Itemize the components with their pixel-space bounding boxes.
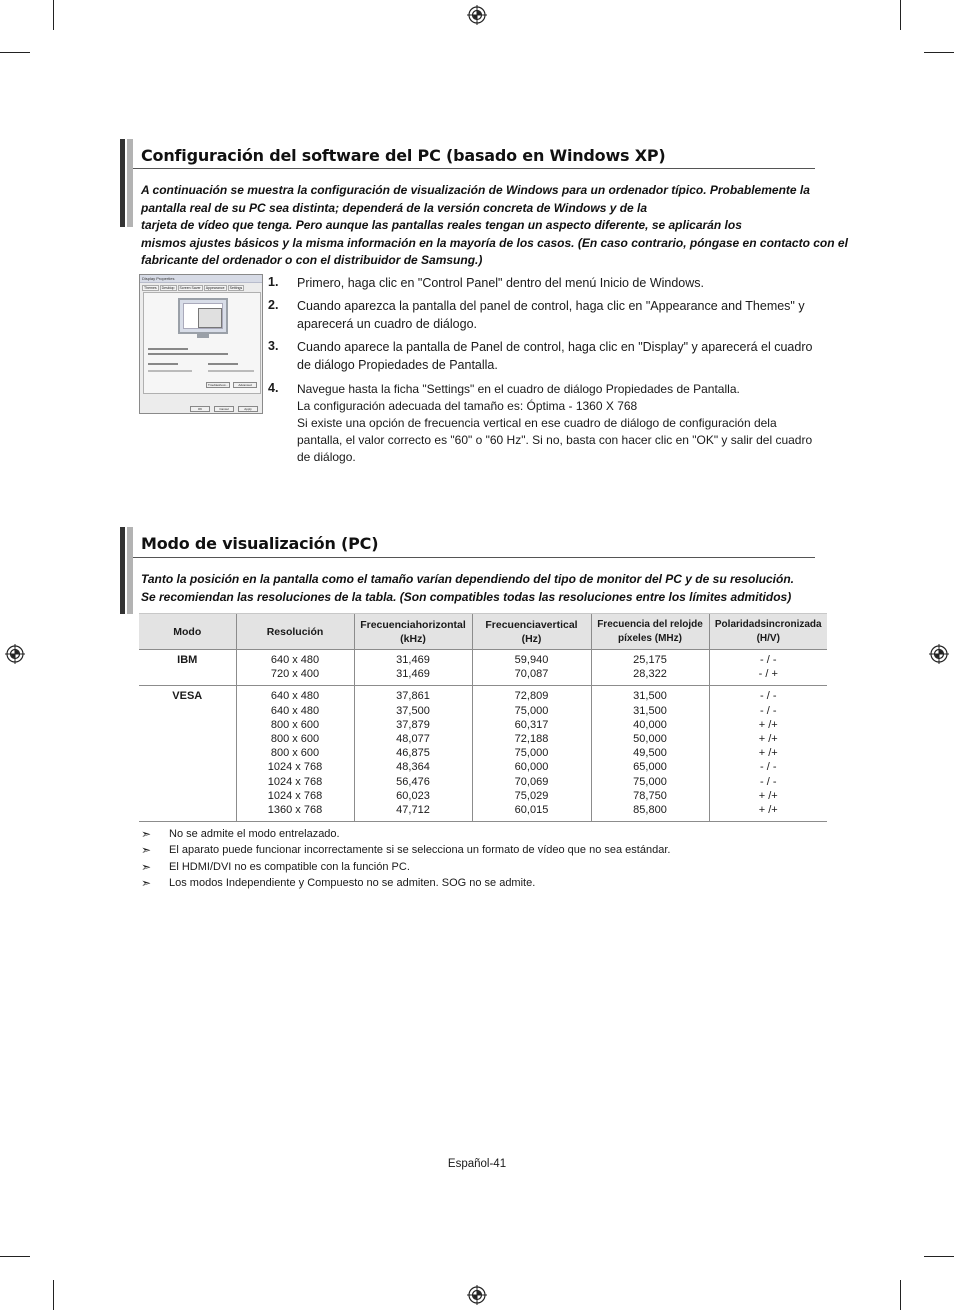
crop-mark — [924, 1256, 954, 1257]
note-text: Los modos Independiente y Compuesto no se admiten. SOG no se admite. — [169, 876, 536, 889]
crop-mark — [0, 52, 30, 53]
arrow-icon: ➣ — [141, 859, 152, 874]
step-text: Navegue hasta la ficha "Settings" en el cuadro de diálogo Propiedades de Pantalla. — [297, 382, 740, 396]
column-header: Frecuenciavertical (Hz) — [472, 614, 591, 650]
registration-mark-icon — [467, 5, 487, 25]
v-freq-cell: 72,809 75,000 60,317 72,188 75,000 60,000 70,069 75,029 60,015 — [472, 686, 591, 822]
column-header: Polaridadsincronizada (H/V) — [709, 614, 827, 650]
step-text: pantalla, el valor correcto es "60" o "60 Hz". Si no, basta con hacer clic en "OK" y salir del cuadro — [297, 433, 813, 447]
table-row — [139, 686, 827, 822]
step-text: aparecerá un cuadro de diálogo. — [297, 316, 477, 331]
note-item — [141, 875, 821, 891]
text-line — [148, 363, 178, 365]
section-title: Configuración del software del PC (basado en Windows XP) — [141, 146, 666, 165]
section-rule — [133, 557, 815, 558]
column-header: Modo — [139, 614, 236, 650]
pixel-clock-cell: 31,500 31,500 40,000 50,000 49,500 65,000 75,000 78,750 85,800 — [591, 686, 709, 822]
section-bar — [120, 139, 125, 227]
section-title: Modo de visualización (PC) — [141, 534, 379, 553]
text-line — [148, 353, 228, 355]
registration-mark-icon — [5, 644, 25, 664]
column-header: Resolución — [236, 614, 354, 650]
notes-list — [141, 826, 821, 891]
display-modes-table — [139, 613, 827, 822]
step-text: Si existe una opción de frecuencia vertical en ese cuadro de diálogo de configuración dela — [297, 416, 777, 430]
polarity-cell: - / - - / - + /+ + /+ + /+ - / - - / - + /+ + /+ — [709, 686, 827, 822]
dialog-title: Display Properties — [140, 275, 262, 283]
intro-line: A continuación se muestra la configuración de visualización de Windows para un ordenador típico. Probablemente la — [141, 183, 810, 197]
step-text: Cuando aparezca la pantalla del panel de control, haga clic en "Appearance and Themes" y — [297, 299, 805, 313]
table-row — [139, 650, 827, 686]
crop-mark — [53, 0, 54, 30]
h-freq-cell: 31,469 31,469 — [354, 650, 472, 686]
step-number: 1. — [268, 275, 279, 289]
v-freq-cell: 59,940 70,087 — [472, 650, 591, 686]
crop-mark — [900, 1280, 901, 1310]
intro-line: Se recomiendan las resoluciones de la tabla. (Son compatibles todas las resoluciones entre los límites admitidos) — [141, 589, 792, 604]
step-number: 2. — [268, 298, 279, 312]
pixel-clock-cell: 25,175 28,322 — [591, 650, 709, 686]
note-item — [141, 842, 821, 858]
column-header: Frecuencia del relojde píxeles (MHz) — [591, 614, 709, 650]
text-line — [148, 348, 188, 350]
dialog-panel — [143, 292, 261, 394]
dialog-tab: Screen Saver — [179, 286, 201, 290]
step-text: de diálogo Propiedades de Pantalla. — [297, 357, 498, 372]
intro-line: tarjeta de vídeo que tenga. Pero aunque las pantallas reales tengan un aspecto diferente, se aplicarán los — [141, 218, 742, 232]
h-freq-cell: 37,861 37,500 37,879 48,077 46,875 48,364 56,476 60,023 47,712 — [354, 686, 472, 822]
cancel-button: Cancel — [214, 406, 234, 412]
step-text: de diálogo. — [297, 450, 356, 464]
dialog-tab: Themes — [144, 286, 157, 290]
resolution-cell: 640 x 480 720 x 400 — [236, 650, 354, 686]
display-properties-screenshot — [139, 274, 263, 414]
troubleshoot-button: Troubleshoot... — [206, 382, 230, 388]
ok-button: OK — [190, 406, 210, 412]
page-number: Español-41 — [447, 1158, 507, 1170]
registration-mark-icon — [929, 644, 949, 664]
text-line — [208, 370, 254, 372]
table-header-row — [139, 614, 827, 650]
crop-mark — [924, 52, 954, 53]
registration-mark-icon — [467, 1285, 487, 1305]
monitor-icon — [178, 298, 228, 334]
intro-line: Tanto la posición en la pantalla como el tamaño varían dependiendo del tipo de monitor del PC y de su resolución. — [141, 572, 794, 586]
dialog-tabs — [140, 283, 262, 291]
mode-cell: VESA — [139, 686, 236, 822]
crop-mark — [0, 1256, 30, 1257]
note-text: No se admite el modo entrelazado. — [169, 828, 340, 840]
step-text: Primero, haga clic en "Control Panel" dentro del menú Inicio de Windows. — [297, 276, 704, 290]
dialog-tab: Desktop — [161, 286, 175, 290]
dialog-tab: Settings — [229, 286, 243, 290]
intro-line: pantalla real de su PC sea distinta; dependerá de la versión concreta de Windows y de la — [141, 200, 648, 215]
apply-button: Apply — [238, 406, 258, 412]
section-bar — [127, 527, 133, 614]
section-intro — [141, 571, 811, 606]
section-bar — [120, 527, 125, 614]
text-line — [148, 370, 192, 372]
monitor-stand — [197, 334, 209, 338]
intro-line: fabricante del ordenador o con el distribuidor de Samsung.) — [141, 253, 483, 267]
section-bar — [127, 139, 133, 227]
crop-mark — [53, 1280, 54, 1310]
arrow-icon: ➣ — [141, 875, 152, 890]
arrow-icon: ➣ — [141, 827, 152, 841]
intro-line: mismos ajustes básicos y la misma información en la mayoría de los casos. (En caso contrario, póngase en contacto con el — [141, 235, 848, 250]
resolution-cell: 640 x 480 640 x 480 800 x 600 800 x 600 800 x 600 1024 x 768 1024 x 768 1024 x 768 1360 x 768 — [236, 686, 354, 822]
section-rule — [133, 168, 815, 169]
step-text: La configuración adecuada del tamaño es: Óptima - 1360 X 768 — [297, 399, 638, 413]
step-text: Cuando aparece la pantalla de Panel de control, haga clic en "Display" y aparecerá el cuadro — [297, 340, 813, 354]
dialog-tab: Appearance — [205, 286, 225, 290]
crop-mark — [900, 0, 901, 30]
note-text: El HDMI/DVI no es compatible con la función PC. — [169, 860, 410, 873]
mode-cell: IBM — [139, 650, 236, 686]
advanced-button: Advanced — [233, 382, 257, 388]
column-header: Frecuenciahorizontal (kHz) — [354, 614, 472, 650]
polarity-cell: - / - - / + — [709, 650, 827, 686]
step-number: 3. — [268, 339, 279, 353]
section-intro — [141, 182, 848, 270]
arrow-icon: ➣ — [141, 843, 152, 858]
note-item — [141, 826, 821, 842]
text-line — [208, 363, 238, 365]
step-number: 4. — [268, 381, 279, 395]
note-item — [141, 859, 821, 875]
note-text: El aparato puede funcionar incorrectamente si se selecciona un formato de vídeo que no sea estándar. — [169, 844, 671, 857]
